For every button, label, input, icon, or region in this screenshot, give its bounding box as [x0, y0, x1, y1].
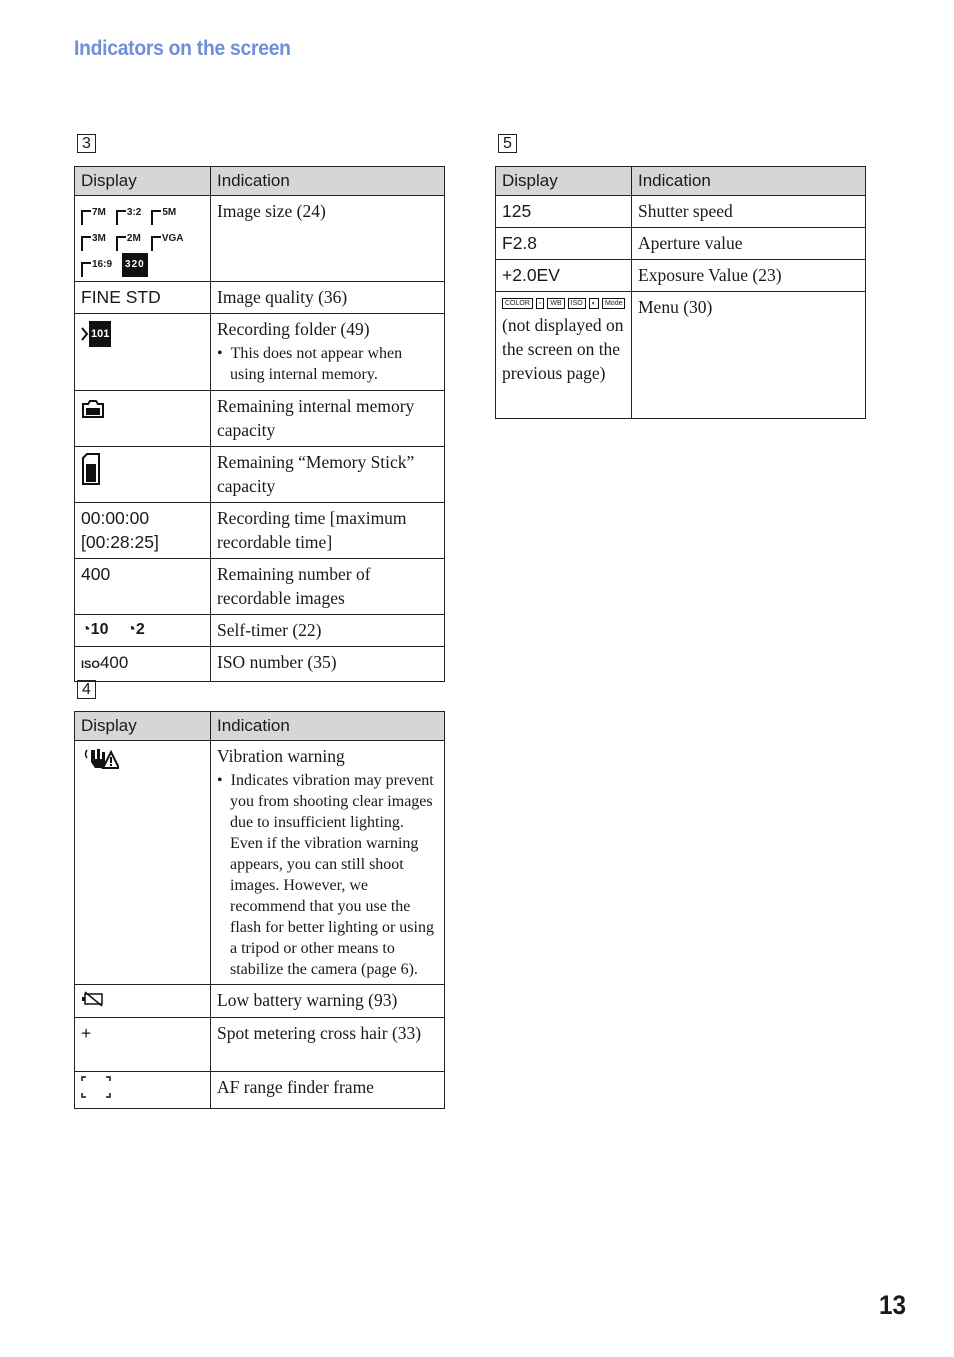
low-battery-icon	[81, 991, 105, 1007]
display-value: 00:00:00 [00:28:25]	[75, 503, 211, 559]
table-header	[75, 167, 445, 196]
indication-text: Remaining internal memory capacity	[211, 391, 445, 447]
indication-text: Vibration warning	[217, 746, 345, 766]
section-4-marker: 4	[77, 680, 96, 699]
column-header-indication: Indication	[632, 167, 866, 196]
table-row	[75, 503, 445, 559]
display-value: FINE STD	[75, 282, 211, 314]
indication-text: Exposure Value (23)	[632, 260, 866, 292]
table-row	[75, 741, 445, 985]
section-5-marker: 5	[498, 134, 517, 153]
display-value: +2.0EV	[496, 260, 632, 292]
display-value: 400	[75, 559, 211, 615]
indication-text: Low battery warning (93)	[211, 985, 445, 1018]
table-header	[496, 167, 866, 196]
image-size-icons	[75, 196, 211, 282]
table-row	[75, 282, 445, 314]
menu-display-cell	[496, 292, 632, 419]
vibration-warning-icon-cell	[75, 741, 211, 985]
indication-note: • Indicates vibration may prevent you from shooting clear images due to insufficient lighting. Even if the vibration warning appears, you can still shoot images. However, we recommend that you use the flash for better lighting or using a tripod or other means to stabilize the camera (page 6).	[217, 772, 434, 978]
self-timer-10-icon: ◔10	[81, 621, 109, 638]
section-4-table	[74, 711, 445, 1109]
page-title: Indicators on the screen	[74, 37, 291, 60]
section-5-table	[495, 166, 866, 419]
internal-memory-icon	[81, 398, 105, 420]
table-row	[75, 447, 445, 503]
vibration-warning-icon	[81, 746, 119, 772]
table-row	[75, 647, 445, 682]
column-header-display: Display	[75, 167, 211, 196]
iso-menu-icon: ISO	[568, 298, 586, 309]
table-row	[75, 1072, 445, 1109]
indication-note: • This does not appear when using internal memory.	[217, 345, 403, 383]
section-3-marker: 3	[77, 134, 96, 153]
column-header-display: Display	[75, 712, 211, 741]
af-frame-icon-cell	[75, 1072, 211, 1109]
table-row	[75, 559, 445, 615]
spot-metering-icon: +	[75, 1018, 211, 1072]
metering-menu-icon: ▫	[536, 298, 544, 309]
display-value: F2.8	[496, 228, 632, 260]
table-row	[75, 1018, 445, 1072]
table-row	[75, 985, 445, 1018]
indication-text: Image size (24)	[211, 196, 445, 282]
image-size-16-9-icon: 16:9	[81, 253, 112, 277]
af-frame-icon	[81, 1076, 111, 1098]
indication-text: Recording folder (49)	[217, 319, 370, 339]
memory-stick-icon-cell	[75, 447, 211, 503]
mode-menu-icon: Mode	[602, 298, 626, 309]
table-row	[75, 314, 445, 391]
column-header-indication: Indication	[211, 167, 445, 196]
indication-text: AF range finder frame	[211, 1072, 445, 1109]
display-value: 125	[496, 196, 632, 228]
self-timer-icons	[75, 615, 211, 647]
table-row	[496, 196, 866, 228]
recording-folder-icon-cell	[75, 314, 211, 391]
table-row	[496, 228, 866, 260]
image-size-3m-icon: 3M	[81, 227, 106, 251]
column-header-indication: Indication	[211, 712, 445, 741]
iso-icon: ISO400	[75, 647, 211, 682]
low-battery-icon-cell	[75, 985, 211, 1018]
column-header-display: Display	[496, 167, 632, 196]
self-timer-2-icon: ◔2	[126, 621, 145, 638]
table-row	[496, 260, 866, 292]
indication-text: ISO number (35)	[211, 647, 445, 682]
memory-stick-icon	[81, 452, 101, 486]
image-size-vga-icon: VGA	[151, 227, 184, 251]
table-row	[496, 292, 866, 419]
indication-text: Image quality (36)	[211, 282, 445, 314]
color-menu-icon: COLOR	[502, 298, 533, 309]
image-size-2m-icon: 2M	[116, 227, 141, 251]
indication-text: Menu (30)	[632, 292, 866, 419]
indication-text: Remaining number of recordable images	[211, 559, 445, 615]
flash-level-menu-icon: ◐	[589, 298, 599, 309]
menu-icons	[502, 298, 625, 309]
indication-text: Spot metering cross hair (33)	[211, 1018, 445, 1072]
section-3-table	[74, 166, 445, 682]
page-number: 13	[879, 1290, 907, 1320]
image-size-3-2-icon: 3:2	[116, 201, 141, 225]
image-size-320-icon: 320	[122, 253, 148, 277]
table-row	[75, 615, 445, 647]
image-size-7m-icon: 7M	[81, 201, 106, 225]
indication-text: Aperture value	[632, 228, 866, 260]
image-size-5m-icon: 5M	[151, 201, 176, 225]
table-row	[75, 391, 445, 447]
table-header	[75, 712, 445, 741]
indication-text: Shutter speed	[632, 196, 866, 228]
display-note: (not displayed on the screen on the previous page)	[502, 315, 624, 383]
table-row	[75, 196, 445, 282]
indication-text: Recording time [maximum recordable time]	[211, 503, 445, 559]
wb-menu-icon: WB	[547, 298, 564, 309]
recording-folder-icon: 101	[81, 321, 111, 347]
indication-text: Self-timer (22)	[211, 615, 445, 647]
indication-text: Remaining “Memory Stick” capacity	[211, 447, 445, 503]
internal-memory-icon-cell	[75, 391, 211, 447]
